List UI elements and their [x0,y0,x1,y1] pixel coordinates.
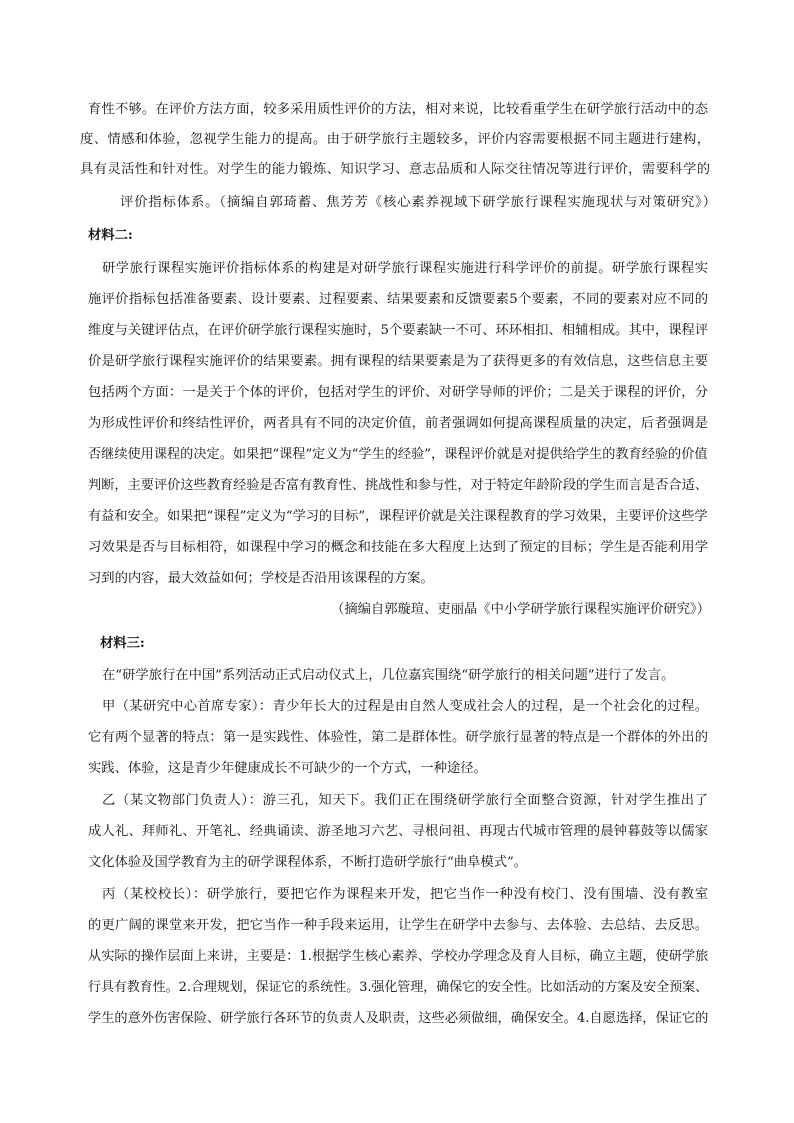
paragraph-line: 文化体验及国学教育为主的研学课程体系，不断打造研学旅行“曲阜模式”。 [88,855,528,870]
paragraph-line: 具有灵活性和针对性。对学生的能力锻炼、知识学习、意志品质和人际交往情况等进行评价，需要科学的 [80,162,710,177]
paragraph-line: 维度与关键评估点，在评价研学旅行课程实施时，5个要素缺一不可、环环相扣、相辅相成。其中，课程评 [88,323,709,338]
paragraph-line: 评价指标体系。（摘编自郭琦蓄、焦芳芳《核心素养视域下研学旅行课程实施现状与对策研究》） [120,195,716,210]
paragraph-line: 为形成性评价和终结性评价，两者具有不同的决定价值，前者强调如何提高课程质量的决定，后者强调是 [88,416,708,431]
paragraph-line: 研学旅行课程实施评价指标体系的构建是对研学旅行课程实施进行科学评价的前提。研学旅行课程实 [102,261,708,276]
paragraph-line: 有益和安全。如果把“课程”定义为“学习的目标”，课程评价就是关注课程教育的学习效果，主要评价这些学 [88,509,708,524]
paragraph-line: 价是研学旅行课程实施评价的结果要素。拥有课程的结果要素是为了获得更多的有效信息，这些信息主要 [88,354,708,369]
source-citation: （摘编自郭璇瑄、吏丽晶《中小学研学旅行课程实施评价研究》） [331,602,710,617]
paragraph-line: 习到的内容，最大效益如何；学校是否沿用该课程的方案。 [88,571,434,586]
paragraph-line: 度、情感和体验，忽视学生能力的提高。由于研学旅行主题较多，评价内容需要根据不同主题进行建构， [80,132,710,147]
section-heading: 材料二: [88,228,133,243]
paragraph-line: 施评价指标包括准备要素、设计要素、过程要素、结果要素和反馈要素5个要素，不同的要素对应不同的 [88,292,708,307]
paragraph-line: 从实际的操作层面上来讲，主要是：1.根据学生核心素养、学校办学理念及育人目标，确立主题，使研学旅 [88,949,709,964]
paragraph-line: 行具有教育性。2.合理规划，保证它的系统性。3.强化管理，确保它的安全性。比如活动的方案及安全预案、 [88,980,709,995]
paragraph-line: 成人礼、拜师礼、开笔礼、经典诵读、游圣地习六艺、寻根问祖、再现古代城市管理的晨钟暮鼓等以儒家 [88,824,708,839]
paragraph-line: 实践、体验，这是青少年健康成长不可缺少的一个方式，一种途径。 [88,761,487,776]
paragraph-line: 在“研学旅行在中国”系列活动正式启动仪式上，几位嘉宾围绕“研学旅行的相关问题”进行了发言。 [102,668,675,683]
paragraph-line: 否继续使用课程的决定。如果把“课程”定义为“学生的经验”，课程评价就是对提供给学生的教育经验的价值 [88,447,708,462]
paragraph-line: 它有两个显著的特点：第一是实践性、体验性，第二是群体性。研学旅行显著的特点是一个群体的外出的 [88,730,708,745]
paragraph-line: 育性不够。在评价方法方面，较多采用质性评价的方法，相对来说，比较看重学生在研学旅行活动中的态 [88,102,708,117]
section-heading: 材料三: [100,636,145,651]
paragraph-line: 乙（某文物部门负责人）：游三孔，知天下。我们正在围绕研学旅行全面整合资源，针对学生推出了 [102,793,708,808]
paragraph-line: 学生的意外伤害保险、研学旅行各环节的负责人及职责，这些必须做细，确保安全。4.自愿选择，保证它的 [88,1011,709,1026]
paragraph-line: 的更广阔的课堂来开发，把它当作一种手段来运用，让学生在研学中去参与、去体验、去总结、去反思。 [88,918,708,933]
paragraph-line: 包括两个方面：一是关于个体的评价，包括对学生的评价、对研学导师的评价；二是关于课程的评价，分 [88,385,708,400]
paragraph-line: 丙（某校校长）：研学旅行，要把它作为课程来开发，把它当作一种没有校门、没有围墙、没有教室 [102,887,708,902]
paragraph-line: 习效果是否与目标相符，如课程中学习的概念和技能在多大程度上达到了预定的目标；学生是否能利用学 [88,540,708,555]
paragraph-line: 判断，主要评价这些教育经验是否富有教育性、挑战性和参与性，对于特定年龄阶段的学生而言是否合适、 [88,478,708,493]
paragraph-line: 甲（某研究中心首席专家）：青少年长大的过程是由自然人变成社会人的过程，是一个社会化的过程。 [102,699,708,714]
